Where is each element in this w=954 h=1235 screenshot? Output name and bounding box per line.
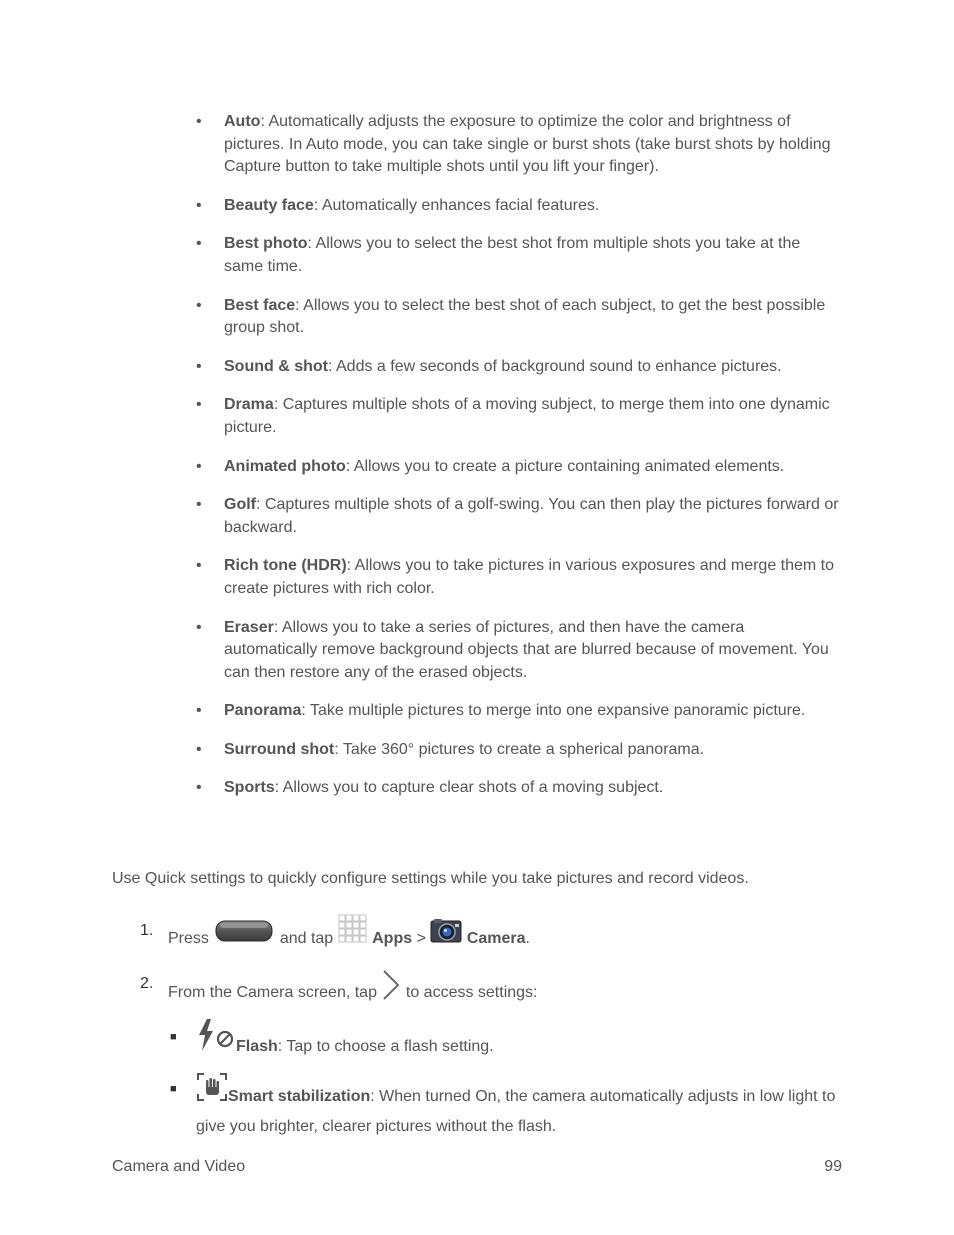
mode-description: : Adds a few seconds of background sound to enhance pictures. <box>327 357 782 375</box>
mode-term: Golf <box>224 496 256 514</box>
mode-term: Sound & shot <box>224 357 328 375</box>
gt-separator: > <box>416 930 426 948</box>
mode-term: Auto <box>224 113 261 130</box>
mode-description: : Automatically adjusts the exposure to optimize the color and brightness of pictures. In Auto mode, you can take single or burst shots (take burst shots by holding Capture button to take multiple shots until you lift your finger). <box>224 113 831 176</box>
bullet-dot: • <box>196 235 202 253</box>
bullet-dot: • <box>196 396 202 414</box>
square-bullet: ■ <box>170 1083 177 1095</box>
bullet-dot: • <box>196 196 202 214</box>
camera-app-icon <box>430 918 462 952</box>
bullet-dot: • <box>196 113 202 130</box>
mode-description: : Allows you to capture clear shots of a moving subject. <box>274 779 664 797</box>
bullet-dot: • <box>196 457 202 475</box>
sub-item-body <box>196 1078 840 1138</box>
quick-settings-intro: Use Quick settings to quickly configure settings while you take pictures and record videos. <box>112 870 749 887</box>
camera-label: Camera <box>466 930 526 948</box>
mode-list-item <box>196 195 842 218</box>
mode-term: Best photo <box>224 235 308 253</box>
bullet-dot: • <box>196 557 202 575</box>
chevron-right-icon <box>381 969 401 1009</box>
mode-description: : Take 360° pictures to create a spherical panorama. <box>334 740 705 758</box>
mode-description: : Allows you to select the best shot of each subject, to get the best possible group shot. <box>224 296 826 337</box>
mode-term: Sports <box>224 779 275 797</box>
mode-term: Eraser <box>224 618 274 636</box>
press-label: Press <box>168 930 209 948</box>
mode-description: : Allows you to take a series of pictures, and then have the camera automatically remove background objects that are blurred because of movement. You can then restore any of the erased objects. <box>224 618 829 681</box>
home-key-icon <box>215 920 273 950</box>
mode-list-item <box>196 777 842 800</box>
mode-term: Rich tone (HDR) <box>224 557 347 575</box>
mode-list-item <box>196 394 842 439</box>
mode-list-item <box>196 700 842 723</box>
mode-description: : Captures multiple shots of a golf-swing. You can then play the pictures forward or backward. <box>224 496 839 536</box>
step2-text-before: From the Camera screen, tap <box>168 984 377 1002</box>
mode-description: : Take multiple pictures to merge into one expansive panoramic picture. <box>301 702 806 720</box>
footer-section-title: Camera and Video <box>112 1158 246 1175</box>
mode-term: Animated photo <box>224 457 346 475</box>
mode-description: : Allows you to take pictures in various exposures and merge them to create pictures with rich color. <box>224 557 835 597</box>
step2-text-after: to access settings: <box>405 984 538 1002</box>
mode-list-item <box>196 494 842 539</box>
mode-description: : Allows you to select the best shot from multiple shots you take at the same time. <box>224 235 801 275</box>
mode-description: : Allows you to create a picture containing animated elements. <box>345 457 785 475</box>
apps-grid-icon <box>338 914 368 952</box>
step1-period: . <box>525 930 530 948</box>
step-number: 2. <box>140 975 154 992</box>
sub-item-body <box>196 1026 494 1068</box>
mode-list-item <box>196 295 842 340</box>
sub-item-term: Smart stabilization <box>228 1088 371 1106</box>
bullet-dot: • <box>196 357 202 375</box>
camera-mode-list <box>196 111 842 816</box>
mode-term: Drama <box>224 396 274 414</box>
and-tap-label: and tap <box>279 930 334 948</box>
sub-item-term: Flash <box>236 1038 278 1056</box>
bullet-dot: • <box>196 702 202 720</box>
mode-list-item <box>196 617 842 685</box>
flash-off-icon <box>196 1018 236 1060</box>
mode-list-item <box>196 111 842 179</box>
mode-list-item <box>196 356 842 379</box>
step-body <box>168 920 530 958</box>
step-body <box>168 973 538 1013</box>
step-number: 1. <box>140 922 154 939</box>
mode-description: : Automatically enhances facial features. <box>313 196 600 214</box>
bullet-dot: • <box>196 779 202 797</box>
mode-term: Beauty face <box>224 196 314 214</box>
bullet-dot: • <box>196 740 202 758</box>
mode-term: Best face <box>224 296 296 314</box>
sub-item-desc: : When turned On, the camera automatically adjusts in low light to give you brighter, clearer pictures without the flash. <box>196 1088 836 1135</box>
footer-page-number: 99 <box>824 1158 842 1175</box>
mode-term: Surround shot <box>224 740 335 758</box>
apps-label: Apps <box>372 930 413 948</box>
mode-list-item <box>196 739 842 762</box>
square-bullet: ■ <box>170 1031 177 1043</box>
mode-description: : Captures multiple shots of a moving subject, to merge them into one dynamic picture. <box>224 396 830 436</box>
sub-item-desc: : Tap to choose a flash setting. <box>277 1038 494 1056</box>
bullet-dot: • <box>196 496 202 514</box>
mode-term: Panorama <box>224 702 302 720</box>
mode-list-item <box>196 555 842 600</box>
bullet-dot: • <box>196 618 202 636</box>
mode-list-item <box>196 456 842 479</box>
mode-list-item <box>196 233 842 278</box>
bullet-dot: • <box>196 296 202 314</box>
smart-stabilization-icon <box>196 1072 228 1110</box>
